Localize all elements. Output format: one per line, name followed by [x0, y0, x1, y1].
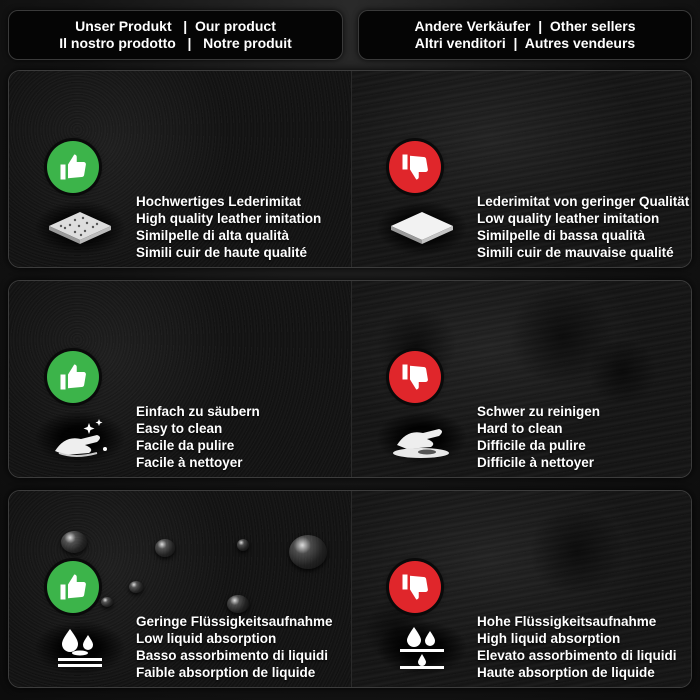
- label-en: High quality leather imitation: [136, 211, 322, 226]
- label-en: Low liquid absorption: [136, 631, 277, 646]
- label-it: Elevato assorbimento di liquidi: [477, 648, 677, 663]
- feature-text-our: [136, 193, 321, 261]
- label-fr: Faible absorption de liquide: [136, 665, 316, 680]
- thumbs-up-icon: [47, 351, 99, 403]
- label-de: Einfach zu säubern: [136, 404, 260, 419]
- label-it: Basso assorbimento di liquidi: [136, 648, 329, 663]
- cleaning-hand-sparkle-icon: [35, 411, 125, 465]
- feature-text-other: [477, 193, 689, 261]
- label-de: Hohe Flüssigkeitsaufnahme: [477, 614, 657, 629]
- label-de: Schwer zu reinigen: [477, 404, 601, 419]
- comparison-panel-cleaning: [8, 280, 692, 478]
- liquid-repelled-icon: [35, 621, 125, 675]
- other-sellers-header: [358, 10, 692, 60]
- label-en: High liquid absorption: [477, 631, 621, 646]
- label-de: Lederimitat von geringer Qualität: [477, 194, 690, 209]
- thumbs-up-icon: [47, 141, 99, 193]
- label-en: Low quality leather imitation: [477, 211, 660, 226]
- thumbs-down-icon: [389, 141, 441, 193]
- label-fr: Facile à nettoyer: [136, 455, 243, 470]
- water-droplet: [227, 595, 249, 613]
- plain-leather-sample-icon: [377, 201, 467, 255]
- feature-text-other: [477, 403, 600, 471]
- water-droplet: [289, 535, 327, 569]
- header-line: Il nostro prodotto | Notre produit: [59, 35, 292, 51]
- label-en: Easy to clean: [136, 421, 223, 436]
- label-fr: Simili cuir de mauvaise qualité: [477, 245, 674, 260]
- liquid-absorbed-icon: [377, 621, 467, 675]
- label-it: Facile da pulire: [136, 438, 235, 453]
- thumbs-down-icon: [389, 561, 441, 613]
- water-droplet: [101, 597, 113, 607]
- feature-text-our: [136, 613, 333, 681]
- water-droplet: [129, 581, 143, 593]
- water-droplet: [237, 539, 249, 551]
- label-fr: Haute absorption de liquide: [477, 665, 655, 680]
- header-line: Altri venditori | Autres vendeurs: [414, 35, 636, 51]
- feature-text-other: [477, 613, 677, 681]
- label-de: Geringe Flüssigkeitsaufnahme: [136, 614, 333, 629]
- label-en: Hard to clean: [477, 421, 563, 436]
- header-line: Andere Verkäufer | Other sellers: [414, 18, 636, 34]
- cleaning-hand-stain-icon: [377, 411, 467, 465]
- label-de: Hochwertiges Lederimitat: [136, 194, 302, 209]
- our-product-header: [8, 10, 343, 60]
- thumbs-down-icon: [389, 351, 441, 403]
- label-it: Difficile da pulire: [477, 438, 586, 453]
- textured-leather-sample-icon: [35, 201, 125, 255]
- header-line: Unser Produkt | Our product: [75, 18, 276, 34]
- water-droplet: [61, 531, 87, 553]
- label-fr: Difficile à nettoyer: [477, 455, 595, 470]
- thumbs-up-icon: [47, 561, 99, 613]
- water-droplet: [155, 539, 175, 557]
- comparison-panel-quality: [8, 70, 692, 268]
- feature-text-our: [136, 403, 260, 471]
- comparison-panel-absorption: [8, 490, 692, 688]
- label-fr: Simili cuir de haute qualité: [136, 245, 308, 260]
- label-it: Similpelle di bassa qualità: [477, 228, 646, 243]
- label-it: Similpelle di alta qualità: [136, 228, 290, 243]
